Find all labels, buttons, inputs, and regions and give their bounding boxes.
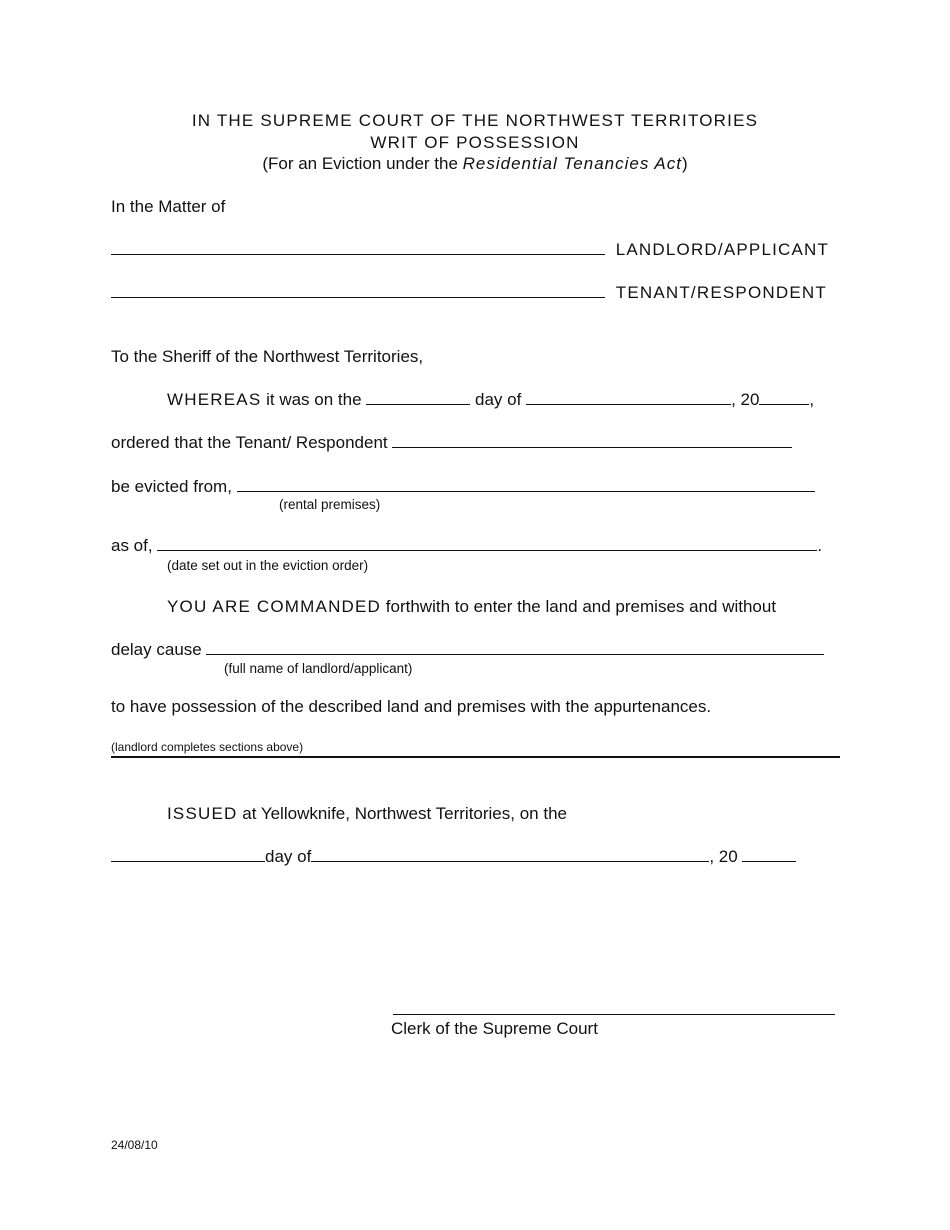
commanded-line xyxy=(167,597,776,617)
ordered-text: ordered that the Tenant/ Respondent xyxy=(111,433,388,452)
clerk-label: Clerk of the Supreme Court xyxy=(391,1019,598,1038)
landlord-line xyxy=(111,240,829,260)
as-of-text: as of, xyxy=(111,536,153,555)
issued-date-line xyxy=(111,847,796,867)
tenant-name-field[interactable] xyxy=(111,283,605,298)
issued-keyword: ISSUED xyxy=(167,804,238,823)
evicted-line xyxy=(111,477,815,497)
as-of-period: . xyxy=(817,536,823,555)
issued-line xyxy=(167,804,567,824)
whereas-text: it was on the xyxy=(266,390,362,409)
act-name: Residential Tenancies Act xyxy=(462,154,682,173)
clerk-signature-field[interactable] xyxy=(393,1000,835,1015)
issued-day-of-label: day of xyxy=(265,847,312,866)
evicted-text: be evicted from, xyxy=(111,477,232,496)
whereas-keyword: WHEREAS xyxy=(167,390,262,409)
issued-day-field[interactable] xyxy=(111,847,265,862)
landlord-name-note: (full name of landlord/applicant) xyxy=(224,661,413,676)
commanded-text: forthwith to enter the land and premises and without xyxy=(385,597,777,616)
whereas-comma: , xyxy=(809,390,815,409)
tenant-label: TENANT/RESPONDENT xyxy=(615,283,827,302)
order-year-prefix: , 20 xyxy=(731,390,760,409)
subtitle-prefix: (For an Eviction under the xyxy=(262,154,463,173)
issued-year-field[interactable] xyxy=(742,847,796,862)
subtitle-suffix: ) xyxy=(682,154,688,173)
sheriff-address: To the Sheriff of the Northwest Territories, xyxy=(111,347,424,366)
whereas-line xyxy=(167,390,814,410)
landlord-completes-note: (landlord completes sections above) xyxy=(111,740,304,754)
issued-month-field[interactable] xyxy=(311,847,709,862)
commanded-keyword: YOU ARE COMMANDED xyxy=(167,597,382,616)
rental-premises-field[interactable] xyxy=(237,477,815,492)
form-date-code: 24/08/10 xyxy=(111,1138,158,1152)
court-heading: IN THE SUPREME COURT OF THE NORTHWEST TERRITORIES xyxy=(191,111,759,130)
landlord-full-name-field[interactable] xyxy=(206,640,824,655)
form-subtitle xyxy=(0,154,950,174)
tenant-line xyxy=(111,283,827,303)
signature-line xyxy=(393,1000,835,1020)
form-title: WRIT OF POSSESSION xyxy=(370,133,580,152)
order-month-field[interactable] xyxy=(526,390,731,405)
order-day-of-label: day of xyxy=(475,390,522,409)
eviction-date-field[interactable] xyxy=(157,536,817,551)
issued-year-prefix: , 20 xyxy=(709,847,738,866)
possession-text: to have possession of the described land and premises with the appurtenances. xyxy=(111,697,712,716)
rental-premises-note: (rental premises) xyxy=(279,497,381,512)
order-day-field[interactable] xyxy=(366,390,470,405)
landlord-label: LANDLORD/APPLICANT xyxy=(615,240,830,259)
delay-text: delay cause xyxy=(111,640,202,659)
issued-text: at Yellowknife, Northwest Territories, on the xyxy=(242,804,567,823)
order-year-field[interactable] xyxy=(759,390,809,405)
eviction-date-note: (date set out in the eviction order) xyxy=(167,558,369,573)
as-of-line xyxy=(111,536,822,556)
tenant-respondent-field[interactable] xyxy=(392,433,792,448)
matter-intro: In the Matter of xyxy=(111,197,226,216)
landlord-name-field[interactable] xyxy=(111,240,605,255)
ordered-line xyxy=(111,433,792,453)
delay-cause-line xyxy=(111,640,824,660)
section-divider xyxy=(111,756,840,758)
